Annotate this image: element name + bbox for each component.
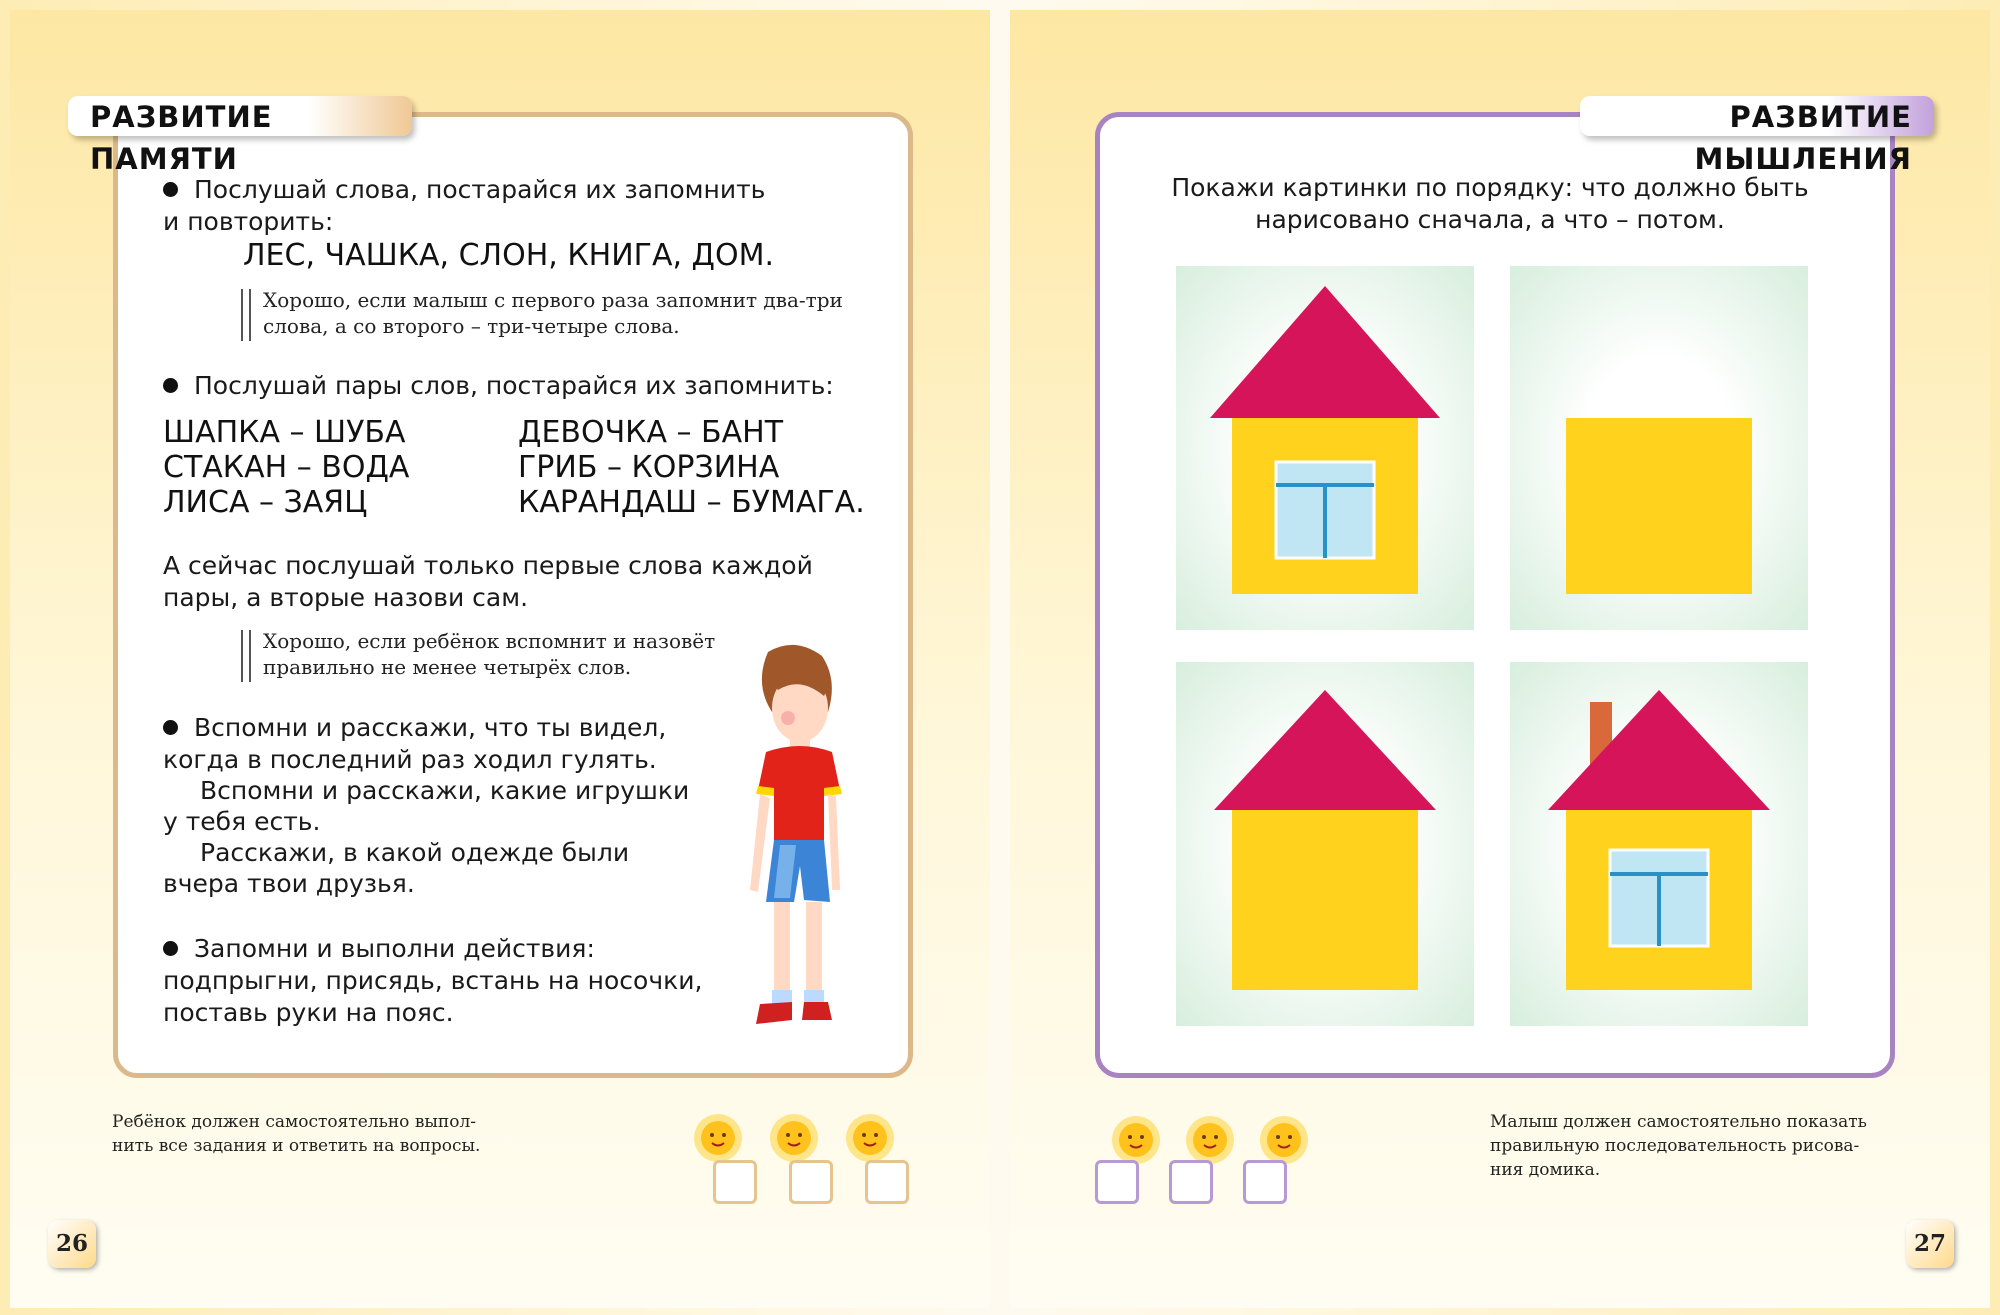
picture-tile-house-roof[interactable] bbox=[1176, 662, 1474, 1026]
task1-note: Хорошо, если малыш с первого раза запомнит два-три слова, а со второго – три-четыре слова. bbox=[241, 287, 843, 339]
memory-words: ЛЕС, ЧАШКА, СЛОН, КНИГА, ДОМ. bbox=[243, 238, 775, 273]
left-footer-line1: Ребёнок должен самостоятельно выпол- bbox=[112, 1112, 477, 1132]
task4-line: подпрыгни, присядь, встань на носочки, bbox=[163, 966, 703, 995]
house-with-window-icon bbox=[1176, 266, 1474, 630]
word-pair: ГРИБ – КОРЗИНА bbox=[518, 450, 780, 485]
bullet-icon bbox=[163, 720, 178, 735]
instruction-line1: Покажи картинки по порядку: что должно быть bbox=[1171, 173, 1809, 202]
task1-line2: и повторить: bbox=[163, 207, 334, 236]
sun-icon bbox=[1184, 1114, 1236, 1166]
word-pair: ДЕВОЧКА – БАНТ bbox=[518, 415, 784, 450]
checkbox[interactable] bbox=[789, 1160, 833, 1204]
checkbox[interactable] bbox=[1169, 1160, 1213, 1204]
boy-illustration bbox=[720, 640, 870, 1040]
house-with-roof-icon bbox=[1176, 662, 1474, 1026]
task3-line: когда в последний раз ходил гулять. bbox=[163, 745, 657, 774]
task3-line: Расскажи, в какой одежде были bbox=[200, 838, 630, 867]
right-footer-line1: Малыш должен самостоятельно показать bbox=[1490, 1112, 1867, 1132]
word-pair: ШАПКА – ШУБА bbox=[163, 415, 406, 450]
yellow-square-icon bbox=[1510, 266, 1808, 630]
task3-line: Вспомни и расскажи, какие игрушки bbox=[200, 776, 690, 805]
memory-section-label: РАЗВИТИЕ ПАМЯТИ bbox=[68, 96, 412, 136]
picture-tile-house-chimney[interactable] bbox=[1510, 662, 1808, 1026]
task1-line1: Послушай слова, постарайся их запомнить bbox=[163, 174, 765, 205]
bullet-icon bbox=[163, 182, 178, 197]
task3-line: у тебя есть. bbox=[163, 807, 321, 836]
right-footer-line2: правильную последовательность рисова- bbox=[1490, 1136, 1860, 1156]
task3-line: вчера твои друзья. bbox=[163, 869, 415, 898]
sun-icon bbox=[1110, 1114, 1162, 1166]
thinking-section-label: РАЗВИТИЕ МЫШЛЕНИЯ bbox=[1580, 96, 1934, 136]
task2-line1: Послушай пары слов, постарайся их запомнить: bbox=[163, 370, 834, 401]
task4-line: Запомни и выполни действия: bbox=[163, 933, 595, 964]
word-pair: СТАКАН – ВОДА bbox=[163, 450, 410, 485]
checkbox[interactable] bbox=[1095, 1160, 1139, 1204]
checkbox[interactable] bbox=[865, 1160, 909, 1204]
bullet-icon bbox=[163, 941, 178, 956]
instruction-line2: нарисовано сначала, а что – потом. bbox=[1255, 205, 1725, 234]
sun-icon bbox=[692, 1112, 744, 1164]
sun-icon bbox=[844, 1112, 896, 1164]
word-pair: КАРАНДАШ – БУМАГА. bbox=[518, 485, 865, 520]
task2-note: Хорошо, если ребёнок вспомнит и назовёт правильно не менее четырёх слов. bbox=[241, 628, 715, 680]
word-pair: ЛИСА – ЗАЯЦ bbox=[163, 485, 368, 520]
task2-follow-line1: А сейчас послушай только первые слова каждой bbox=[163, 551, 813, 580]
picture-tile-square[interactable] bbox=[1510, 266, 1808, 630]
page-number-right: 27 bbox=[1906, 1220, 1954, 1268]
page-number-left: 26 bbox=[48, 1220, 96, 1268]
task3-line: Вспомни и расскажи, что ты видел, bbox=[163, 712, 666, 743]
picture-tile-house-window[interactable] bbox=[1176, 266, 1474, 630]
sun-icon bbox=[768, 1112, 820, 1164]
sun-icon bbox=[1258, 1114, 1310, 1166]
right-footer-line3: ния домика. bbox=[1490, 1160, 1601, 1180]
bullet-icon bbox=[163, 378, 178, 393]
task4-line: поставь руки на пояс. bbox=[163, 998, 454, 1027]
house-with-chimney-icon bbox=[1510, 662, 1808, 1026]
checkbox[interactable] bbox=[1243, 1160, 1287, 1204]
left-footer-line2: нить все задания и ответить на вопросы. bbox=[112, 1136, 481, 1156]
task2-follow-line2: пары, а вторые назови сам. bbox=[163, 583, 529, 612]
checkbox[interactable] bbox=[713, 1160, 757, 1204]
